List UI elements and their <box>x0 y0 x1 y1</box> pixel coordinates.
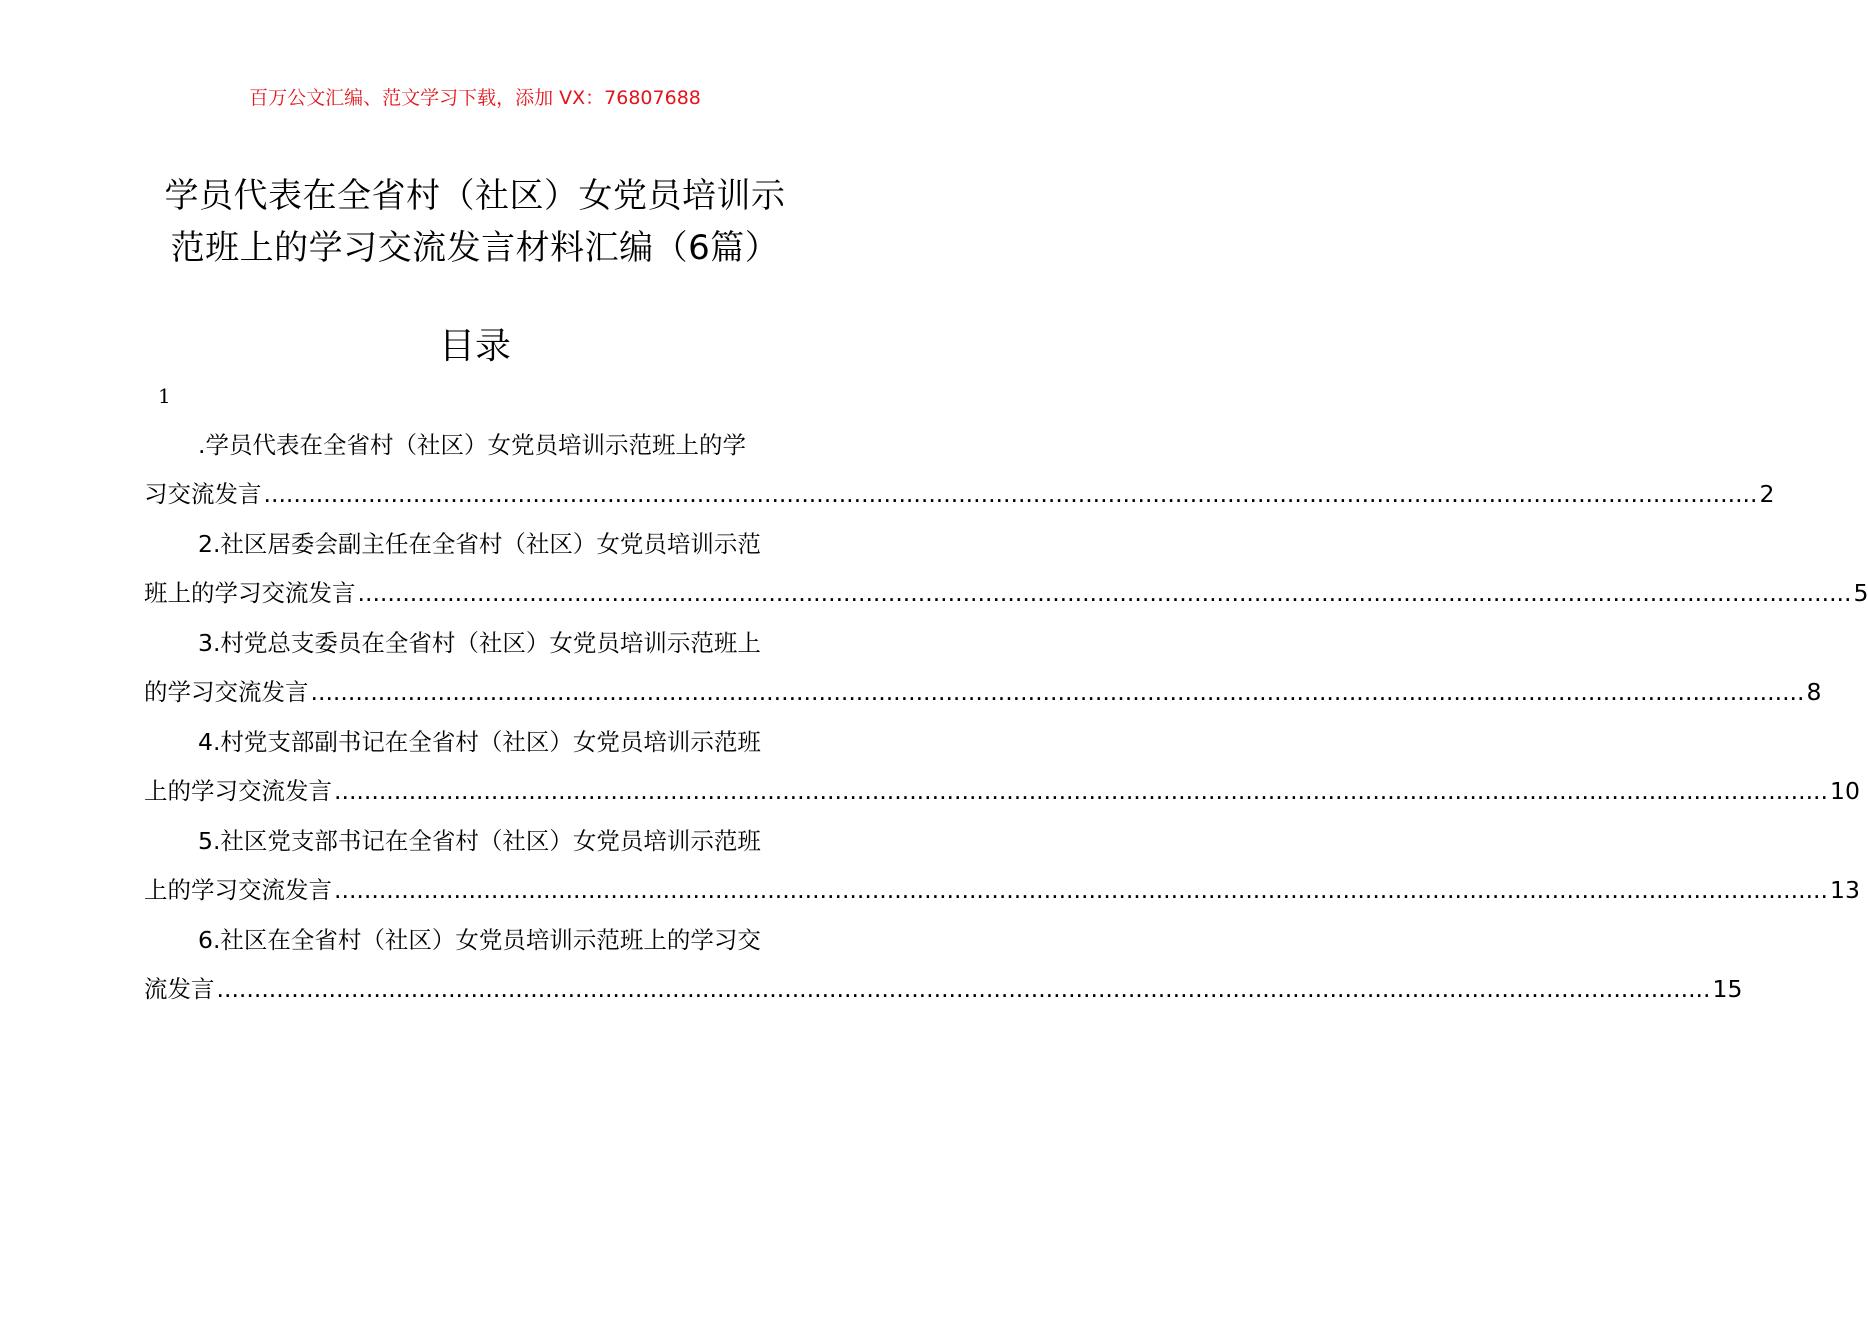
toc-page-number: 10 <box>1830 777 1860 805</box>
toc-entry-title: 5.社区党支部书记在全省村（社区）女党员培训示范班 <box>198 827 761 855</box>
dot-leader: ........................................................................................................................................................................................................ <box>334 876 1828 904</box>
dot-leader: ........................................................................................................................................................................................................ <box>357 579 1852 607</box>
toc-entry[interactable] <box>144 519 1868 618</box>
toc-entry-title: 2.社区居委会副主任在全省村（社区）女党员培训示范 <box>198 530 761 558</box>
toc-entry-title-continued: 上的学习交流发言 <box>144 777 332 805</box>
toc-entry[interactable] <box>144 717 1860 816</box>
toc-entry[interactable] <box>144 618 1822 717</box>
toc-entry-title-continued: 习交流发言 <box>144 480 262 508</box>
table-of-contents <box>144 420 1868 1014</box>
toc-entry-title-continued: 上的学习交流发言 <box>144 876 332 904</box>
toc-entry[interactable] <box>144 816 1860 915</box>
toc-heading: 目录 <box>438 326 511 367</box>
toc-page-number: 13 <box>1830 876 1860 904</box>
toc-entry-title-continued: 的学习交流发言 <box>144 678 309 706</box>
toc-entry-title: .学员代表在全省村（社区）女党员培训示范班上的学 <box>198 431 746 459</box>
dot-leader: ........................................................................................................................................................................................................ <box>216 975 1711 1003</box>
dot-leader: ........................................................................................................................................................................................................ <box>310 678 1805 706</box>
toc-page-number: 8 <box>1806 678 1822 706</box>
toc-entry-title: 4.村党支部副书记在全省村（社区）女党员培训示范班 <box>198 728 761 756</box>
toc-page-number: 2 <box>1759 480 1775 508</box>
toc-entry-title: 6.社区在全省村（社区）女党员培训示范班上的学习交 <box>198 926 761 954</box>
toc-page-number: 15 <box>1712 975 1743 1003</box>
header-note: 百万公文汇编、范文学习下载，添加 VX：76807688 <box>249 87 701 109</box>
document-title-line-2: 范班上的学习交流发言材料汇编（6篇） <box>170 228 780 268</box>
toc-entry-title-continued: 班上的学习交流发言 <box>144 579 356 607</box>
toc-page-number: 5 <box>1853 579 1868 607</box>
dot-leader: ........................................................................................................................................................................................................ <box>334 777 1828 805</box>
dot-leader: ........................................................................................................................................................................................................ <box>263 480 1758 508</box>
stray-number: 1 <box>158 384 171 408</box>
document-title <box>140 170 810 274</box>
toc-entry[interactable] <box>144 420 1775 519</box>
toc-entry[interactable] <box>144 915 1743 1014</box>
toc-entry-title-continued: 流发言 <box>144 975 215 1003</box>
toc-entry-title: 3.村党总支委员在全省村（社区）女党员培训示范班上 <box>198 629 761 657</box>
document-title-line-1: 学员代表在全省村（社区）女党员培训示 <box>164 176 786 216</box>
